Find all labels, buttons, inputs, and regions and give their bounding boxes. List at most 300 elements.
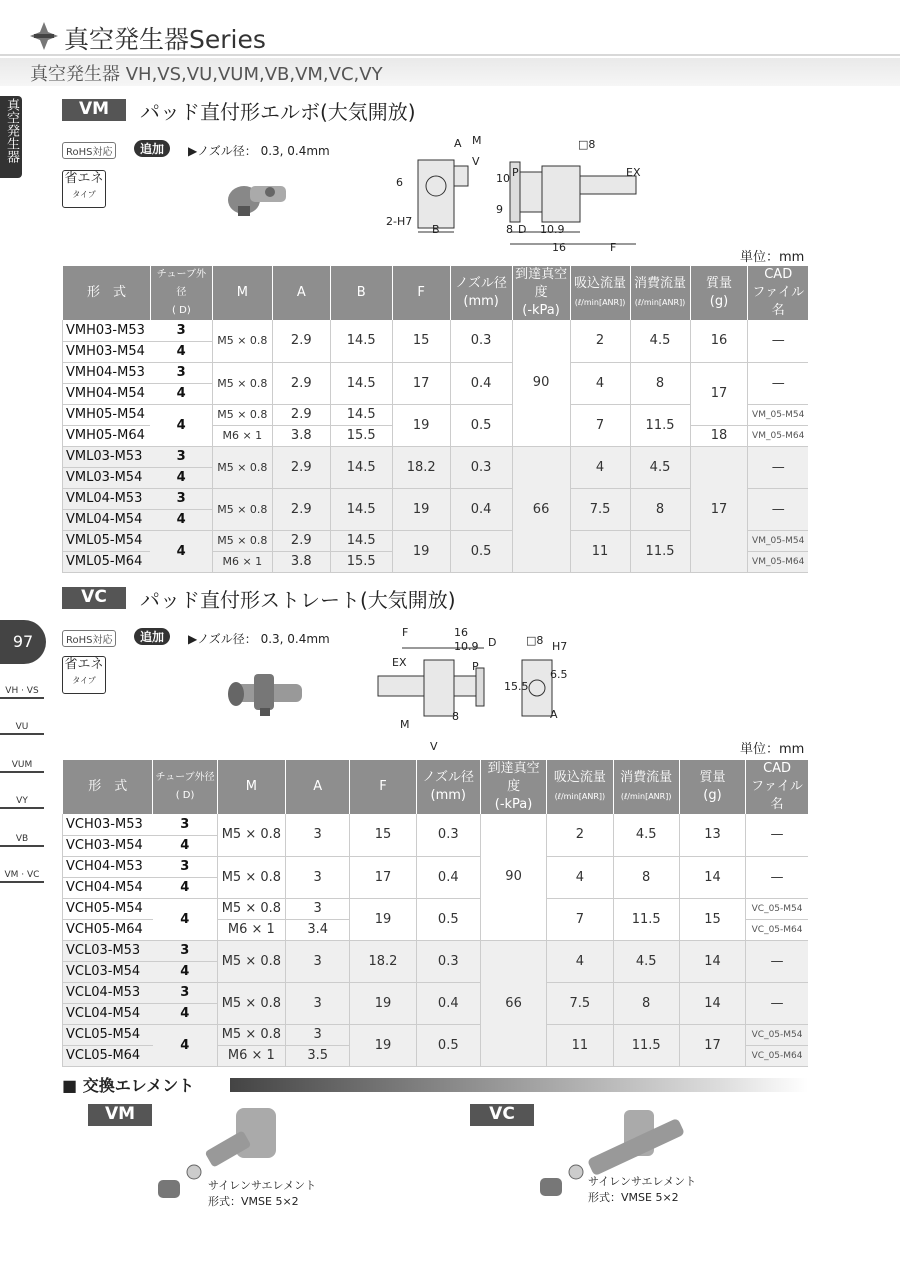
suction-cell: 4 xyxy=(547,940,613,982)
vacuum-cell: 90 xyxy=(512,320,570,446)
vm-th-m: M xyxy=(212,266,272,320)
vc-th-consume-2: (ℓ/min[ANR]) xyxy=(620,791,672,801)
suction-cell: 4 xyxy=(570,362,630,404)
suction-cell: 7 xyxy=(570,404,630,446)
nozzle-cell: 0.4 xyxy=(450,488,512,530)
vm-silencer-name: サイレンサエレメント xyxy=(208,1179,317,1192)
vm-th-tube-1: チューブ外径 xyxy=(156,269,206,298)
vc-silencer-model: 形式：VMSE 5×2 xyxy=(588,1191,679,1204)
a-cell: 3.4 xyxy=(286,919,350,940)
vc-dim-eight: 8 xyxy=(452,710,459,723)
m-cell: M6 × 1 xyxy=(217,919,285,940)
side-index-vum[interactable]: VUM xyxy=(0,760,44,773)
b-cell: 15.5 xyxy=(330,425,392,446)
side-index-vy[interactable]: VY xyxy=(0,796,44,809)
tube-cell: 4 xyxy=(153,1003,217,1024)
vm-dim-sq8: □8 xyxy=(578,138,596,151)
vm-th-suction-2: (ℓ/min[ANR]) xyxy=(574,297,626,307)
vc-unit-label: 単位：mm xyxy=(740,742,805,757)
vm-th-vacuum-2: (-kPa) xyxy=(522,303,560,318)
model-cell: VCL03-M53 xyxy=(63,940,153,961)
consume-cell: 8 xyxy=(630,488,690,530)
vm-th-vacuum xyxy=(512,266,570,320)
vm-th-cad xyxy=(748,266,808,320)
page-header xyxy=(0,0,900,56)
consume-cell: 8 xyxy=(630,362,690,404)
vm-th-consume-2: (ℓ/min[ANR]) xyxy=(634,297,686,307)
vm-dim-m: M xyxy=(472,134,482,147)
m-cell: M5 × 0.8 xyxy=(217,1024,285,1045)
vc-dim-sq8: □8 xyxy=(526,634,544,647)
vm-unit-label: 単位：mm xyxy=(740,250,805,265)
tube-cell: 4 xyxy=(150,383,212,404)
b-cell: 14.5 xyxy=(330,320,392,362)
f-cell: 19 xyxy=(392,488,450,530)
model-cell: VML04-M53 xyxy=(63,488,151,509)
vc-table-header-row xyxy=(63,760,809,814)
page-subheader xyxy=(0,58,900,86)
consume-cell: 11.5 xyxy=(630,530,690,572)
vc-th-cad-2: ファイル名 xyxy=(751,779,803,812)
a-cell: 3 xyxy=(286,898,350,919)
nozzle-cell: 0.5 xyxy=(450,404,512,446)
vc-rohs-label: RoHS対応 xyxy=(62,630,116,647)
tube-cell: 3 xyxy=(150,488,212,509)
vm-eco-badge xyxy=(62,170,106,208)
cad-cell: — xyxy=(748,488,808,530)
side-index-vu[interactable]: VU xyxy=(0,722,44,735)
nozzle-cell: 0.4 xyxy=(416,856,480,898)
tube-cell: 3 xyxy=(150,446,212,467)
mass-cell: 14 xyxy=(679,856,745,898)
b-cell: 14.5 xyxy=(330,488,392,530)
m-cell: M6 × 1 xyxy=(217,1045,285,1066)
vc-eco-badge xyxy=(62,656,106,694)
mass-cell: 18 xyxy=(690,425,748,446)
side-chapter-label: 真空発生器 xyxy=(4,98,19,163)
model-cell: VCL03-M54 xyxy=(63,961,153,982)
vc-th-model: 形 式 xyxy=(63,760,153,814)
side-index-vmvc[interactable]: VM · VC xyxy=(0,870,44,883)
vc-th-m: M xyxy=(217,760,285,814)
vc-th-suction-1: 吸込流量 xyxy=(553,769,606,785)
vc-dim-109: 10.9 xyxy=(454,640,479,653)
tube-cell: 3 xyxy=(153,814,217,835)
model-cell: VML03-M54 xyxy=(63,467,151,488)
tube-cell: 3 xyxy=(153,982,217,1003)
vc-th-suction xyxy=(547,760,613,814)
m-cell: M5 × 0.8 xyxy=(217,898,285,919)
cad-cell[interactable]: VM_05-M64 xyxy=(748,425,808,446)
b-cell: 14.5 xyxy=(330,362,392,404)
vm-dim-eight: 8 xyxy=(506,223,513,236)
model-cell: VCH03-M54 xyxy=(63,835,153,856)
gradient-bar xyxy=(230,1078,808,1092)
tube-cell: 3 xyxy=(153,856,217,877)
vc-section-title: パッド直付形ストレート(大気開放) xyxy=(140,588,456,612)
vm-th-mass xyxy=(690,266,748,320)
model-cell: VMH03-M53 xyxy=(63,320,151,341)
table-row xyxy=(63,982,809,1003)
b-cell: 14.5 xyxy=(330,446,392,488)
a-cell: 3 xyxy=(286,856,350,898)
cad-cell: — xyxy=(746,940,808,982)
vm-th-cad-1: CAD xyxy=(764,267,793,282)
vm-silencer-model: 形式：VMSE 5×2 xyxy=(208,1195,299,1208)
model-cell: VMH05-M64 xyxy=(63,425,151,446)
vc-th-consume xyxy=(613,760,679,814)
nozzle-cell: 0.3 xyxy=(450,320,512,362)
model-cell: VML05-M64 xyxy=(63,551,151,572)
m-cell: M5 × 0.8 xyxy=(217,940,285,982)
m-cell: M5 × 0.8 xyxy=(212,362,272,404)
table-row xyxy=(63,362,809,383)
vm-dim-six: 6 xyxy=(396,176,403,189)
nozzle-cell: 0.4 xyxy=(416,982,480,1024)
nozzle-cell: 0.5 xyxy=(416,898,480,940)
vm-th-model: 形 式 xyxy=(63,266,151,320)
replacement-heading xyxy=(62,1076,808,1095)
vc-dim-65: 6.5 xyxy=(550,668,568,681)
table-row xyxy=(63,320,809,341)
a-cell: 2.9 xyxy=(272,530,330,551)
vm-table-header-row xyxy=(63,266,809,320)
vm-dim-nine: 9 xyxy=(496,203,503,216)
vm-th-consume xyxy=(630,266,690,320)
consume-cell: 11.5 xyxy=(613,898,679,940)
vm-th-nozzle xyxy=(450,266,512,320)
suction-cell: 7.5 xyxy=(570,488,630,530)
consume-cell: 4.5 xyxy=(630,446,690,488)
cad-cell[interactable]: VC_05-M64 xyxy=(746,1045,808,1066)
f-cell: 18.2 xyxy=(350,940,416,982)
model-cell: VCH04-M53 xyxy=(63,856,153,877)
vm-dim-b: B xyxy=(432,223,440,236)
model-cell: VML04-M54 xyxy=(63,509,151,530)
side-index-vb[interactable]: VB xyxy=(0,834,44,847)
vc-dim-16: 16 xyxy=(454,626,468,639)
nozzle-cell: 0.5 xyxy=(416,1024,480,1066)
a-cell: 3 xyxy=(286,814,350,856)
vc-badge: VC xyxy=(62,587,126,609)
b-cell: 14.5 xyxy=(330,530,392,551)
tube-cell: 4 xyxy=(153,1024,217,1066)
cad-cell: — xyxy=(748,362,808,404)
consume-cell: 4.5 xyxy=(630,320,690,362)
m-cell: M5 × 0.8 xyxy=(212,530,272,551)
page-title: 真空発生器Series xyxy=(64,25,266,54)
vm-dim-ten: 10 xyxy=(496,172,510,185)
consume-cell: 4.5 xyxy=(613,940,679,982)
cad-cell[interactable]: VM_05-M64 xyxy=(748,551,808,572)
a-cell: 3.8 xyxy=(272,551,330,572)
a-cell: 3.5 xyxy=(286,1045,350,1066)
tube-cell: 4 xyxy=(153,877,217,898)
side-index-vh[interactable]: VH · VS xyxy=(0,686,44,699)
tube-cell: 4 xyxy=(153,898,217,940)
vm-silencer-label xyxy=(208,1178,316,1210)
tube-cell: 4 xyxy=(150,467,212,488)
m-cell: M5 × 0.8 xyxy=(217,814,285,856)
vm-th-cad-2: ファイル名 xyxy=(752,285,805,318)
f-cell: 17 xyxy=(350,856,416,898)
tube-cell: 3 xyxy=(150,362,212,383)
suction-cell: 2 xyxy=(547,814,613,856)
suction-cell: 4 xyxy=(547,856,613,898)
model-cell: VCH05-M54 xyxy=(63,898,153,919)
vm-badge: VM xyxy=(62,99,126,121)
vc-th-cad xyxy=(746,760,808,814)
vc-th-suction-2: (ℓ/min[ANR]) xyxy=(554,791,606,801)
tube-cell: 4 xyxy=(150,404,212,446)
a-cell: 3 xyxy=(286,1024,350,1045)
table-row xyxy=(63,940,809,961)
vm-rohs-label: RoHS対応 xyxy=(62,142,116,159)
vm-dim-109: 10.9 xyxy=(540,223,565,236)
vc-th-vacuum-1: 到達真空度 xyxy=(487,761,540,794)
m-cell: M5 × 0.8 xyxy=(217,856,285,898)
vm-th-mass-1: 質量 xyxy=(705,276,732,291)
vc-dim-p: P xyxy=(472,660,479,673)
vc-dim-h7: H7 xyxy=(552,640,568,653)
m-cell: M5 × 0.8 xyxy=(212,404,272,425)
nozzle-cell: 0.3 xyxy=(416,940,480,982)
cad-cell[interactable]: VC_05-M54 xyxy=(746,1024,808,1045)
model-cell: VCL05-M64 xyxy=(63,1045,153,1066)
model-cell: VMH03-M54 xyxy=(63,341,151,362)
consume-cell: 11.5 xyxy=(613,1024,679,1066)
nozzle-cell: 0.3 xyxy=(416,814,480,856)
vm-th-consume-1: 消費流量 xyxy=(634,275,687,291)
vc-nozzle-text: ▶ノズル径： 0.3, 0.4mm xyxy=(188,632,330,646)
cad-cell[interactable]: VC_05-M54 xyxy=(746,898,808,919)
page-subtitle: 真空発生器 VH,VS,VU,VUM,VB,VM,VC,VY xyxy=(30,64,383,85)
a-cell: 3 xyxy=(286,940,350,982)
vc-dim-m: M xyxy=(400,718,410,731)
tube-cell: 3 xyxy=(153,940,217,961)
m-cell: M5 × 0.8 xyxy=(212,446,272,488)
vc-dim-a: A xyxy=(550,708,558,721)
tube-cell: 4 xyxy=(153,835,217,856)
model-cell: VMH04-M54 xyxy=(63,383,151,404)
mass-cell: 14 xyxy=(679,940,745,982)
m-cell: M5 × 0.8 xyxy=(217,982,285,1024)
b-cell: 14.5 xyxy=(330,404,392,425)
tube-cell: 3 xyxy=(150,320,212,341)
a-cell: 2.9 xyxy=(272,488,330,530)
page-number: 97 xyxy=(0,620,46,664)
a-cell: 2.9 xyxy=(272,446,330,488)
vc-th-mass xyxy=(679,760,745,814)
table-row xyxy=(63,856,809,877)
m-cell: M5 × 0.8 xyxy=(212,320,272,362)
consume-cell: 8 xyxy=(613,982,679,1024)
vc-th-nozzle xyxy=(416,760,480,814)
replacement-title: ■ 交換エレメント xyxy=(62,1076,195,1095)
vm-spec-table xyxy=(62,266,808,573)
f-cell: 17 xyxy=(392,362,450,404)
vacuum-cell: 90 xyxy=(480,814,546,940)
vm-th-tube xyxy=(150,266,212,320)
vc-th-mass-1: 質量 xyxy=(699,770,726,785)
vc-eco-sub: タイプ xyxy=(72,676,96,685)
vc-th-f: F xyxy=(350,760,416,814)
mass-cell: 16 xyxy=(690,320,748,362)
mass-cell: 17 xyxy=(690,362,748,425)
mass-cell: 13 xyxy=(679,814,745,856)
vm-product-photo xyxy=(222,170,292,222)
replace-vc-badge: VC xyxy=(470,1104,534,1126)
a-cell: 2.9 xyxy=(272,404,330,425)
vc-th-tube-1: チューブ外径 xyxy=(155,772,215,783)
vc-silencer-label xyxy=(588,1174,696,1206)
replace-vm-badge: VM xyxy=(88,1104,152,1126)
m-cell: M5 × 0.8 xyxy=(212,488,272,530)
m-cell: M6 × 1 xyxy=(212,425,272,446)
vm-th-f: F xyxy=(392,266,450,320)
tube-cell: 4 xyxy=(150,509,212,530)
mass-cell: 14 xyxy=(679,982,745,1024)
vm-tuika-badge: 追加 xyxy=(134,140,170,157)
nozzle-cell: 0.5 xyxy=(450,530,512,572)
model-cell: VMH04-M53 xyxy=(63,362,151,383)
nozzle-cell: 0.3 xyxy=(450,446,512,488)
cad-cell: — xyxy=(748,446,808,488)
cad-cell: — xyxy=(746,814,808,856)
vc-th-tube xyxy=(153,760,217,814)
cad-cell: — xyxy=(746,982,808,1024)
vm-dim-a: A xyxy=(454,137,462,150)
a-cell: 2.9 xyxy=(272,320,330,362)
tube-cell: 4 xyxy=(153,961,217,982)
suction-cell: 7 xyxy=(547,898,613,940)
suction-cell: 11 xyxy=(547,1024,613,1066)
mass-cell: 15 xyxy=(679,898,745,940)
tube-cell: 4 xyxy=(150,530,212,572)
vm-th-b: B xyxy=(330,266,392,320)
model-cell: VCH05-M64 xyxy=(63,919,153,940)
suction-cell: 4 xyxy=(570,446,630,488)
f-cell: 18.2 xyxy=(392,446,450,488)
cad-cell: — xyxy=(746,856,808,898)
f-cell: 19 xyxy=(392,530,450,572)
vm-th-nozzle-2: (mm) xyxy=(463,294,499,309)
cad-cell[interactable]: VM_05-M54 xyxy=(748,404,808,425)
consume-cell: 4.5 xyxy=(613,814,679,856)
vm-th-nozzle-1: ノズル径 xyxy=(455,276,507,291)
vm-eco-sub: タイプ xyxy=(72,190,96,199)
table-row xyxy=(63,814,809,835)
vc-th-cad-1: CAD xyxy=(763,761,792,776)
vc-th-consume-1: 消費流量 xyxy=(620,769,673,785)
f-cell: 19 xyxy=(350,898,416,940)
nozzle-cell: 0.4 xyxy=(450,362,512,404)
mass-cell: 17 xyxy=(679,1024,745,1066)
vc-th-a: A xyxy=(286,760,350,814)
vc-th-tube-2: ( D) xyxy=(175,790,195,801)
vm-th-tube-2: ( D) xyxy=(172,305,191,316)
vm-th-suction xyxy=(570,266,630,320)
suction-cell: 2 xyxy=(570,320,630,362)
vc-spec-table xyxy=(62,760,808,1067)
a-cell: 3 xyxy=(286,982,350,1024)
vc-th-vacuum xyxy=(480,760,546,814)
vm-dim-h7: 2-H7 xyxy=(386,215,413,228)
vm-dim-p: P xyxy=(512,166,519,179)
vacuum-cell: 66 xyxy=(480,940,546,1066)
consume-cell: 8 xyxy=(613,856,679,898)
vm-nozzle-text: ▶ノズル径： 0.3, 0.4mm xyxy=(188,144,330,158)
model-cell: VMH05-M54 xyxy=(63,404,151,425)
table-row xyxy=(63,446,809,467)
f-cell: 19 xyxy=(392,404,450,446)
vm-section-title: パッド直付形エルボ(大気開放) xyxy=(140,100,416,124)
vm-dim-ex: EX xyxy=(626,166,641,179)
vc-tuika-badge: 追加 xyxy=(134,628,170,645)
vc-th-mass-2: (g) xyxy=(703,788,722,803)
vm-dim-d: D xyxy=(518,223,527,236)
vm-dimension-drawing xyxy=(380,132,660,258)
suction-cell: 7.5 xyxy=(547,982,613,1024)
table-row xyxy=(63,898,809,919)
f-cell: 15 xyxy=(392,320,450,362)
model-cell: VCH04-M54 xyxy=(63,877,153,898)
vm-dim-f: F xyxy=(610,241,617,254)
table-row xyxy=(63,1024,809,1045)
vc-th-vacuum-2: (-kPa) xyxy=(494,797,533,812)
vc-dim-155: 15.5 xyxy=(504,680,529,693)
vm-th-mass-2: (g) xyxy=(709,294,729,309)
vm-th-vacuum-1: 到達真空度 xyxy=(515,267,568,300)
side-chapter-tab[interactable] xyxy=(0,96,22,178)
vm-th-suction-1: 吸込流量 xyxy=(574,275,627,291)
vm-dim-v: V xyxy=(472,155,480,168)
mass-cell: 17 xyxy=(690,446,748,572)
vc-silencer-name: サイレンサエレメント xyxy=(588,1175,697,1188)
cad-cell[interactable]: VC_05-M64 xyxy=(746,919,808,940)
f-cell: 19 xyxy=(350,1024,416,1066)
f-cell: 15 xyxy=(350,814,416,856)
model-cell: VCL05-M54 xyxy=(63,1024,153,1045)
f-cell: 19 xyxy=(350,982,416,1024)
consume-cell: 11.5 xyxy=(630,404,690,446)
vc-dim-v: V xyxy=(430,740,438,753)
vm-eco-label: 省エネ xyxy=(64,171,104,186)
model-cell: VCH03-M53 xyxy=(63,814,153,835)
m-cell: M6 × 1 xyxy=(212,551,272,572)
cad-cell: — xyxy=(748,320,808,362)
vc-dim-f: F xyxy=(402,626,409,639)
vc-product-photo xyxy=(224,664,324,718)
tube-cell: 4 xyxy=(150,341,212,362)
vc-th-nozzle-1: ノズル径 xyxy=(422,770,475,785)
model-cell: VML03-M53 xyxy=(63,446,151,467)
vc-dim-ex: EX xyxy=(392,656,407,669)
suction-cell: 11 xyxy=(570,530,630,572)
vc-th-nozzle-2: (mm) xyxy=(430,788,467,803)
b-cell: 15.5 xyxy=(330,551,392,572)
cross-logo-icon xyxy=(30,22,58,50)
vm-th-a: A xyxy=(272,266,330,320)
vc-dim-d: D xyxy=(488,636,497,649)
vc-eco-label: 省エネ xyxy=(64,657,104,672)
vacuum-cell: 66 xyxy=(512,446,570,572)
model-cell: VCL04-M54 xyxy=(63,1003,153,1024)
model-cell: VML05-M54 xyxy=(63,530,151,551)
model-cell: VCL04-M53 xyxy=(63,982,153,1003)
a-cell: 2.9 xyxy=(272,362,330,404)
cad-cell[interactable]: VM_05-M54 xyxy=(748,530,808,551)
